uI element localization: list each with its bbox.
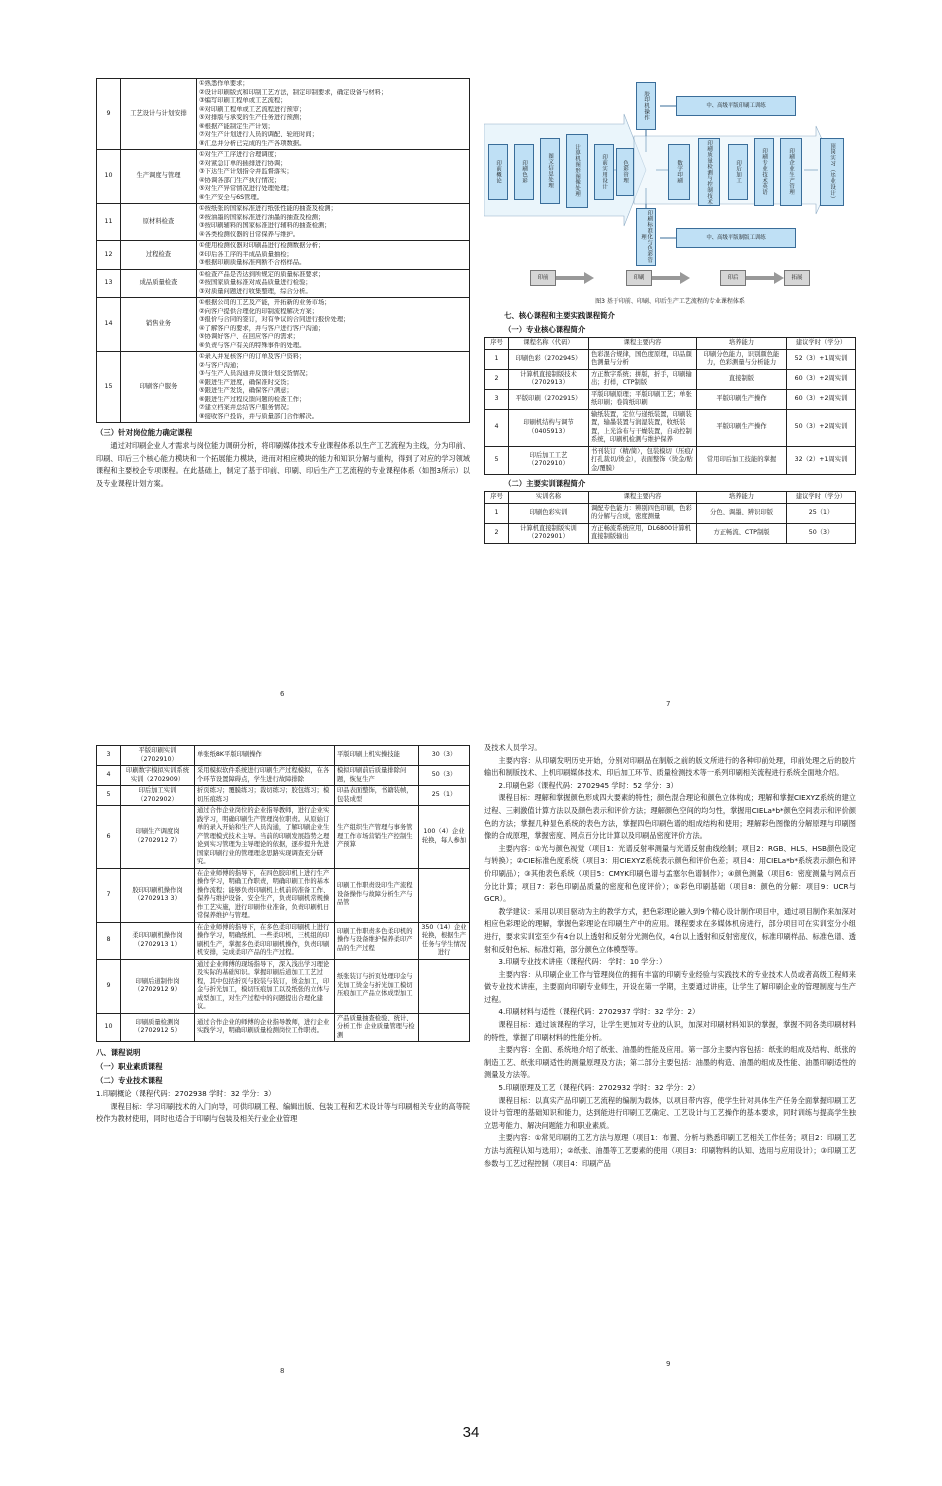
task-item: ⑤对排版与承变的生产任务进行预测； [199,114,306,121]
post-name: 柔印印刷机操作岗（2702913 1） [121,922,195,959]
table-row [97,922,470,959]
course-hours: 50（3）+2周实训 [787,409,856,446]
task-item: ②向客户提供合理化的印制流程解决方案； [199,307,318,315]
task-item: ⑥跟进生产过程反馈问题的检查工作； [199,395,306,403]
table-row [97,150,470,204]
task-item: ⑦对生产计划进行人员的调配、轮班时间； [199,131,318,138]
row-number: 10 [97,150,121,204]
post-hours [419,959,470,1013]
task-name: 成品质量检查 [121,269,197,298]
subsection-title: （二）主要实训课程简介 [504,479,586,488]
post-ability: 生产组织生产管理与事务管理工作市场营销生产控制生产预算 [335,806,419,869]
table-row [485,409,856,446]
course-name: 印刷色彩实训 [509,503,589,523]
post-content: 采用模拟软件系统进行印刷生产过程模拟，在各个环节设置障碍点，学生进行故障排除 [195,766,335,786]
table-row [97,959,470,1013]
course-paragraph: 课程目标：学习印刷技术的入门向导，可供印刷工程、编辑出版、包装工程和艺术设计等与印刷相关专业的高等院校作为教材使用，同时也适合于印刷与包装及相关行业企业管理 [96,1101,470,1124]
task-items [197,298,470,352]
course-ability: 直接制版 [697,369,787,389]
course-box: 印刷质量检测与控制技术 [698,138,720,206]
course-name: 印后加工工艺（2702910） [509,446,589,475]
post-hours: 100（4）企业轮换，每人参加 [419,806,470,869]
task-item: ③编写印刷工程单或工艺流程； [199,97,287,104]
task-name: 工艺设计与计划安排 [121,79,197,150]
row-number: 3 [485,389,509,409]
row-number: 14 [97,298,121,352]
course-box: 色彩管理 [616,148,634,196]
task-item: ⑥根据产能制定生产计划； [199,122,274,130]
table-row [97,766,470,786]
post-ability: 产品质量抽查检验、统计、分析工作 企业质量管理与检测 [335,1013,419,1042]
course-box: 印前概论 [488,144,508,200]
task-item: ③与生产人员沟通并反馈计划交货情况； [199,370,312,377]
page-top-right [484,78,856,714]
course-box: 顶岗实习（毕业设计） [820,138,844,206]
text-line: 及技术人员学习。 [484,743,542,752]
task-item: ⑥生产安全与6S管理。 [199,193,264,201]
figure-caption: 图3 基于印前、印刷、印后生产工艺流程的专业课程体系 [595,298,745,305]
post-hours: 25（1） [419,786,470,806]
row-number: 7 [97,868,121,922]
task-item: ④各类检测仪器的日常保养与维护。 [199,230,300,238]
subsection-title: （二）专业技术课程 [96,1076,163,1085]
course-ability: 平版印刷生产操作 [697,409,787,446]
course-content: 方正畅流系统应用，DL6800计算机直接制版输出 [589,523,697,543]
course-ability: 方正畅流、CTP制版 [697,523,787,543]
stage-box: 印刷 [626,270,652,286]
row-number: 12 [97,241,121,270]
row-number: 9 [97,79,121,150]
task-item: ⑦建立档案并总结客户服务情况； [199,404,293,411]
post-name: 胶印印刷机操作岗（2702913 3） [121,868,195,922]
task-item: ②与客户沟通； [199,361,243,369]
course-name: 印刷机结构与调节（0405913） [509,409,589,446]
table-row [97,868,470,922]
task-item: ⑥负责与客户有关的特殊事件的处理。 [199,341,306,349]
row-number: 8 [97,922,121,959]
row-number: 2 [485,369,509,389]
table-row [97,352,470,423]
row-number: 1 [485,349,509,369]
column-header: 课程主要内容 [589,492,697,504]
course-box: 中、高级平版制版工训练 [676,228,796,248]
task-items [197,241,470,270]
task-item: ④了解客户的要求，并与客户进行客户沟通； [199,324,325,332]
post-name: 印刷质量检测岗（2702912 5） [121,1013,195,1042]
column-header: 实训名称 [509,492,589,504]
task-items [197,352,470,423]
post-ability: 纸张装订与折页处理印金与光加工烫金与折光加工模切压痕加工产品立体成型加工 [335,959,419,1013]
task-items [197,269,470,298]
table-row [485,349,856,369]
course-name: 计算机直接制版技术（2702913） [509,369,589,389]
course-box: 中、高级平版印刷工训练 [676,96,796,116]
course-content: 色彩混合规律，国色度原理，印品颜色测量与分析 [589,349,697,369]
stage-box: 拓展 [784,270,810,286]
table-row [485,369,856,389]
practice-courses-table [484,491,856,544]
task-item: ①对生产工序进行合理调度； [199,151,281,158]
row-number: 13 [97,269,121,298]
sheet-page-number: 34 [462,1424,480,1441]
task-item: ①熟悉作单要求； [199,80,249,87]
text-paragraph: 主要内容：从印刷企业工作与管理岗位的拥有丰富的印刷专业经验与实践技术的专业技术人员或者高级工程师来做专业技术讲座，主要面向印刷专业师生，开设在第一学期，主要通过讲座，让学生了解印刷企业的管理制度与生产过程。 [484,969,856,1004]
post-ability: 平版印刷上机实操技能 [335,746,419,766]
course-box: 印刷专业技术英语 [754,138,774,206]
column-header: 建议学时（学分） [787,492,856,504]
table-row [97,79,470,150]
post-ability: 印刷工作职责多色柔印机的操作与设备维护保养柔印产品的生产过程 [335,922,419,959]
column-header: 序号 [485,492,509,504]
course-box: 印前实用设计 [594,144,614,200]
task-item: ⑤跟进生产发货，确保客户满意； [199,387,293,394]
row-number: 6 [97,806,121,869]
post-content: 通过企业师傅的现场指导下，深入浅出学习理论及实际的基础知识。掌握印刷后道加工工艺过程，其中包括折页与胶装与装订，烫金加工，印金与折光加工，模切压痕加工以及纸张的立体与成型加工，对生产过程中的问题提出合理化建议。 [195,959,335,1013]
section-title: 八、课程说明 [96,1048,141,1057]
course-hours: 60（3）+2周实训 [787,369,856,389]
course-box: 印刷企业生产管理 [780,138,802,206]
course-box: 印刷色彩 [514,144,534,200]
task-item: ④对印刷工程单或工艺流程进行预审； [199,105,306,113]
task-name: 过程检查 [121,241,197,270]
course-content: 书刊装订（精/简），包装模切（压痕/打孔裁切/烫金），表面整饰（烫金/贴金/覆膜） [589,446,697,475]
task-item: ④协调各部门生产执行情况； [199,176,281,184]
page-bottom-left [96,745,470,1385]
table-row [97,241,470,270]
post-name: 平版印刷实训（2702910） [121,746,195,766]
course-ability: 印刷分色能力，识别颜色能力，色彩测量与分析能力 [697,349,787,369]
column-header: 建议学时（学分） [787,338,856,350]
section-paragraph: 通过对印刷企业人才需求与岗位能力调研分析，将印刷媒体技术专业课程体系以生产工艺流程为主线，分为印前、印刷、印后三个核心能力模块和一个拓展能力模块，进而对相应模块的能力和知识分解与重构，得到了对应的学习领域课程和主要校企专项课程。在此基础上，制定了基于印前、印刷、印后生产工艺流程的专业课程体系（如图3所示）以及专业课程计划方案。 [96,441,470,488]
table-row [97,1013,470,1042]
task-item: ③按印刷辅料的国家标准进行辅料的抽查检测； [199,222,331,229]
task-name: 销售业务 [121,298,197,352]
task-item: ①检查产品是否达到所规定的质量标准要求； [199,270,325,278]
post-hours: 30（3） [419,746,470,766]
course-ability: 分色、调墨、辨识印版 [697,503,787,523]
text-paragraph: 主要内容：①常见印刷的工艺方法与原理（项目1：布置、分析与熟悉印刷工艺相关工作任务；项目2：印刷工艺方法与流程认知与选用）；②纸张、油墨等工艺要素的使用（项目3：印刷物料的认知、选用与应用设计）；③印刷工艺参数与工艺过程控制（项目4：印刷产品 [484,1133,856,1168]
task-items [197,79,470,150]
post-ability: 模拟印刷前后质量排除问题，恢复生产 [335,766,419,786]
course-title: 4.印刷材料与适性（课程代码：2702937 学时：32 学分：2） [498,1007,700,1017]
table-row [485,389,856,409]
task-item: ②按油墨的国家标准进行油墨的抽查及检测； [199,213,325,221]
table-row [485,503,856,523]
task-items [197,150,470,204]
column-header: 课程名称（代码） [509,338,589,350]
course-content: 输纸装置，定位与递纸装置，印刷装置，输墨装置与润湿装置，收纸装置，上光涂布与干燥装置，自动控制系统，印刷机检测与维护保养 [589,409,697,446]
curriculum-diagram [484,78,856,300]
row-number: 11 [97,204,121,241]
task-items [197,204,470,241]
course-content: 调配专色能力：辨别四色印刷，色彩的分解与合成，密度测量 [589,503,697,523]
post-name: 印刷后道制作岗（2702912 9） [121,959,195,1013]
task-name: 原材料检查 [121,204,197,241]
column-header: 培养能力 [697,492,787,504]
subsection-title: （一）专业核心课程简介 [504,325,586,334]
table-row [97,746,470,766]
column-header: 课程主要内容 [589,338,697,350]
task-name: 生产调度与管理 [121,150,197,204]
table-row [485,523,856,543]
course-box: 图文信息处理 [540,138,560,204]
post-ability: 印品表面整饰，书籍装帧，包装成型 [335,786,419,806]
post-name: 印后加工实训（2702902） [121,786,195,806]
row-number: 10 [97,1013,121,1042]
task-item: ③对质量问题进行收集整理，综合分析。 [199,287,312,295]
task-item: ②按国家质量标准对成品质量进行检验； [199,279,312,286]
task-item: ④跟进生产进度，确保准时交货； [199,378,293,386]
table-row [485,446,856,475]
post-hours [419,1013,470,1042]
table-row [97,786,470,806]
section-title: 七、核心课程和主要实践课程简介 [504,311,615,320]
core-courses-table [484,337,856,475]
text-paragraph: 课程目标：通过该课程的学习，让学生更加对专业的认识，加深对印刷材料知识的掌握，掌握不同各类印刷材料的特性，掌握了印刷材料的性能分析。 [484,1020,856,1042]
course-box: 胶印机操作 [636,82,656,130]
page-number: 7 [666,700,671,708]
course-ability: 平版印刷生产操作 [697,389,787,409]
task-item: ⑧汇总并分析已完成的生产各项数据。 [199,139,306,147]
practice-posts-table [96,745,470,1042]
task-item: ①按纸张的国家标准进行纸张性能的抽查及检测； [199,205,337,212]
task-item: ⑤协调好客户、在回应客户的需求； [199,333,300,340]
row-number: 5 [97,786,121,806]
text-paragraph: 课程目标：理解和掌握颜色形成四大要素的特性；颜色混合理论和颜色立体构成；理解和掌握CIEXYZ系统的建立过程、三刺激值计算方法以及颜色表示和评价方法；理解颜色空间的均匀性，掌握用CIELa*b*颜色空间表示和评价颜色的方法；掌握几种显色系统的表色方法，掌握四色印刷色谱的组成结构和使用；理解彩色图像的分解原理与印刷图像的合成原理，掌握密度、网点百分比计算以及印刷品密度评价方法。 [484,793,856,841]
course-ability: 常用印后加工技能的掌握 [697,446,787,475]
table-row [97,204,470,241]
column-header: 序号 [485,338,509,350]
course-name: 平版印刷（2702915） [509,389,589,409]
page-top-left [96,78,470,708]
page-bottom-right [484,742,856,1382]
row-number: 1 [485,503,509,523]
post-name: 印刷生产调度岗（2702912 7） [121,806,195,869]
course-content: 平版印刷原理；平版印刷工艺；单张纸印刷；卷筒纸印刷 [589,389,697,409]
post-content: 在企业师傅的指导下，在多色柔印印刷机上进行操作学习，明确纸机、一些柔印机，三机组的印刷机生产，掌握多色柔印印刷机操作，负责印刷机安排，完成柔印产品的生产过程。 [195,922,335,959]
post-content: 折页练习；覆膜练习；裁切练习；胶包练习；模切压痕练习 [195,786,335,806]
course-box: 印刷标准化与色彩管理 [636,208,656,266]
course-hours: 32（2）+1周实训 [787,446,856,475]
course-hours: 60（3）+2周实训 [787,389,856,409]
post-hours [419,868,470,922]
task-name: 印刷客户服务 [121,352,197,423]
table-row [97,298,470,352]
course-title: 1.印刷概论（课程代码：2702938 学时：32 学分：3） [96,1089,276,1098]
job-tasks-table [96,78,470,423]
post-hours: 50（3） [419,766,470,786]
course-title: 3.印刷专业技术讲座（课程代码： 学时：10 学分：） [498,957,667,967]
post-content: 通过合作企业岗位的企业指导教师，进行企业实践学习，明确印刷生产管理岗位职责。从原始订单的录入开始和生产人员沟通，了解印刷企业生产管理模式技术主导。当前的印刷发展趋势之理论到实习管理为主导理论的依据，逐步提升先进国家印刷行业的管理理念思路实现调查充分研究。 [195,806,335,869]
course-box: 印后加工 [728,144,748,200]
post-content: 在企业师傅的指导下，在四色胶印机上进行生产操作学习，明确工作职责，明确印刷工作的基本操作流程；能够负责印刷机上机前的准备工作、保养与维护设备、安全生产，负责印刷机常规操作工艺实施，进行印刷作业准备，负责印刷机日常保养维护与管理。 [195,868,335,922]
task-item: ③报价与合同的签订，对有争议的合同进行报价处理； [199,316,350,323]
course-box: 计算机图形图像处理 [566,134,588,208]
row-number: 9 [97,959,121,1013]
course-title: 5.印刷原理及工艺（课程代码：2702932 学时：32 学分：2） [498,1083,700,1093]
task-item: ①录入并复核客户的订单及客户资料； [199,353,306,360]
page-number: 9 [666,1360,671,1368]
subsection-title: （一）职业素质课程 [96,1062,163,1071]
post-ability: 印刷工作职责设印生产流程设备操作与故障分析生产与品管 [335,868,419,922]
table-row [97,806,470,869]
text-paragraph: 主要内容：从印刷发明历史开始，分别对印刷品在制版之前的版文所进行的各种印前处理，印前处理之后的胶片输出和制版技术、上机印刷媒体技术、印后加工环节、质量检测技术等一系列印刷相关流程进行系统全面地介绍。 [484,755,856,778]
task-item: ②印后各工序的半成品质量抽检； [199,250,293,258]
row-number: 4 [485,409,509,446]
course-name: 印刷色彩（2702945） [509,349,589,369]
text-paragraph: 课程目标：以真实产品印刷工艺流程的编制为载体，以项目带内容，使学生针对具体生产任务全面掌握印刷工艺设计与管理的基础知识和能力，达到能进行印刷工艺确定、工艺设计与工艺操作的基本要求，同时训练与提高学生独立思考能力、解决问题能力和职业素质。 [484,1095,856,1130]
post-content: 单张纸8K平版印刷操作 [195,746,335,766]
column-header: 培养能力 [697,338,787,350]
task-item: ②设计印刷版式和印制工艺方法，制定印制要求，确定设备与材料； [199,88,388,96]
course-title: 2.印刷色彩（课程代码：2702945 学时：52 学分：3） [498,780,678,790]
text-paragraph: 主要内容：全面、系统地介绍了纸张、油墨的性能及应用。第一部分主要内容包括：纸张的组成及结构、纸张的制造工艺、纸张印刷适性的测量原理及方法；第二部分主要包括：油墨的构造、油墨的组成及性能、油墨印刷适性的测量及方法等。 [484,1045,856,1080]
row-number: 2 [485,523,509,543]
course-hours: 52（3）+1周实训 [787,349,856,369]
row-number: 15 [97,352,121,423]
section-heading: （三）针对岗位能力确定课程 [96,428,193,437]
course-hours: 25（1） [787,503,856,523]
course-box: 数字印刷 [668,144,690,200]
stage-box: 印前 [530,270,556,286]
post-hours: 350（14）企业轮换，根据生产任务与学生情况进行 [419,922,470,959]
text-paragraph: 主要内容：①光与颜色视觉（项目1：光谱反射率测量与光谱反射曲线绘制；项目2：RGB、HLS、HSB颜色设定与转换）；②CIE标准色度系统（项目3：用CIEXYZ系统表示颜色和评价色差；项目4：用CIELa*b*系统表示颜色和评价印刷品）；③其他表色系统（项目5：CMYK印刷色谱与孟塞尔色谱制作）；④颜色测量（项目6：密度测量与网点百分比计算；项目7：彩色印刷品质量的密度和色度评价）；⑤彩色印刷基础（项目8：颜色的分解：项目9：UCR与GCR）。 [484,843,856,904]
task-item: ①根据公司的工艺及产能，开拓新的业务市场； [199,299,331,306]
page-number: 8 [280,1367,285,1375]
course-name: 计算机直接制版实训（2702901） [509,523,589,543]
stage-box: 印后 [720,270,746,286]
task-item: ⑤对生产异常情况进行处理处理； [199,185,293,192]
page-number: 6 [280,690,285,698]
task-item: ②对紧急订单的插排进行协调； [199,159,287,167]
task-item: ①使用检测仪器对印刷品进行检测数据分析； [199,242,325,249]
task-item: ③下达生产计划指令并监督落实； [199,168,293,175]
task-item: ③根据印刷质量标准判断不合格样品。 [199,259,306,266]
course-hours: 50（3） [787,523,856,543]
row-number: 5 [485,446,509,475]
table-row [97,269,470,298]
post-content: 通过合作企业的师傅的企业指导教师，进行企业实践学习，明确印刷质量检测岗位工作职责。 [195,1013,335,1042]
task-item: ⑧接收客户投诉，并与质量部门合作解决。 [199,412,318,420]
row-number: 3 [97,746,121,766]
text-paragraph: 教学建议：采用以项目驱动为主的教学方式，把色彩理论融入到9个精心设计制作项目中，通过项目制作来加深对相应色彩理论的理解，掌握色彩理论在印刷生产中的应用。课程要求在多媒体机房进行，部分项目可在实训室分小组进行，要求实训室至少有4台以上透射和反射分光测色仪，4台以上透射和反射密度仪，标准印刷样品、标准色谱、透射和反射色标、标准灯箱，部分颜色立体模型等。 [484,906,856,954]
course-content: 方正数字系统；拼版，折手，印刷输出；打样，CTP制版 [589,369,697,389]
post-name: 印刷数字模拟实训系统实训（2702909） [121,766,195,786]
row-number: 4 [97,766,121,786]
